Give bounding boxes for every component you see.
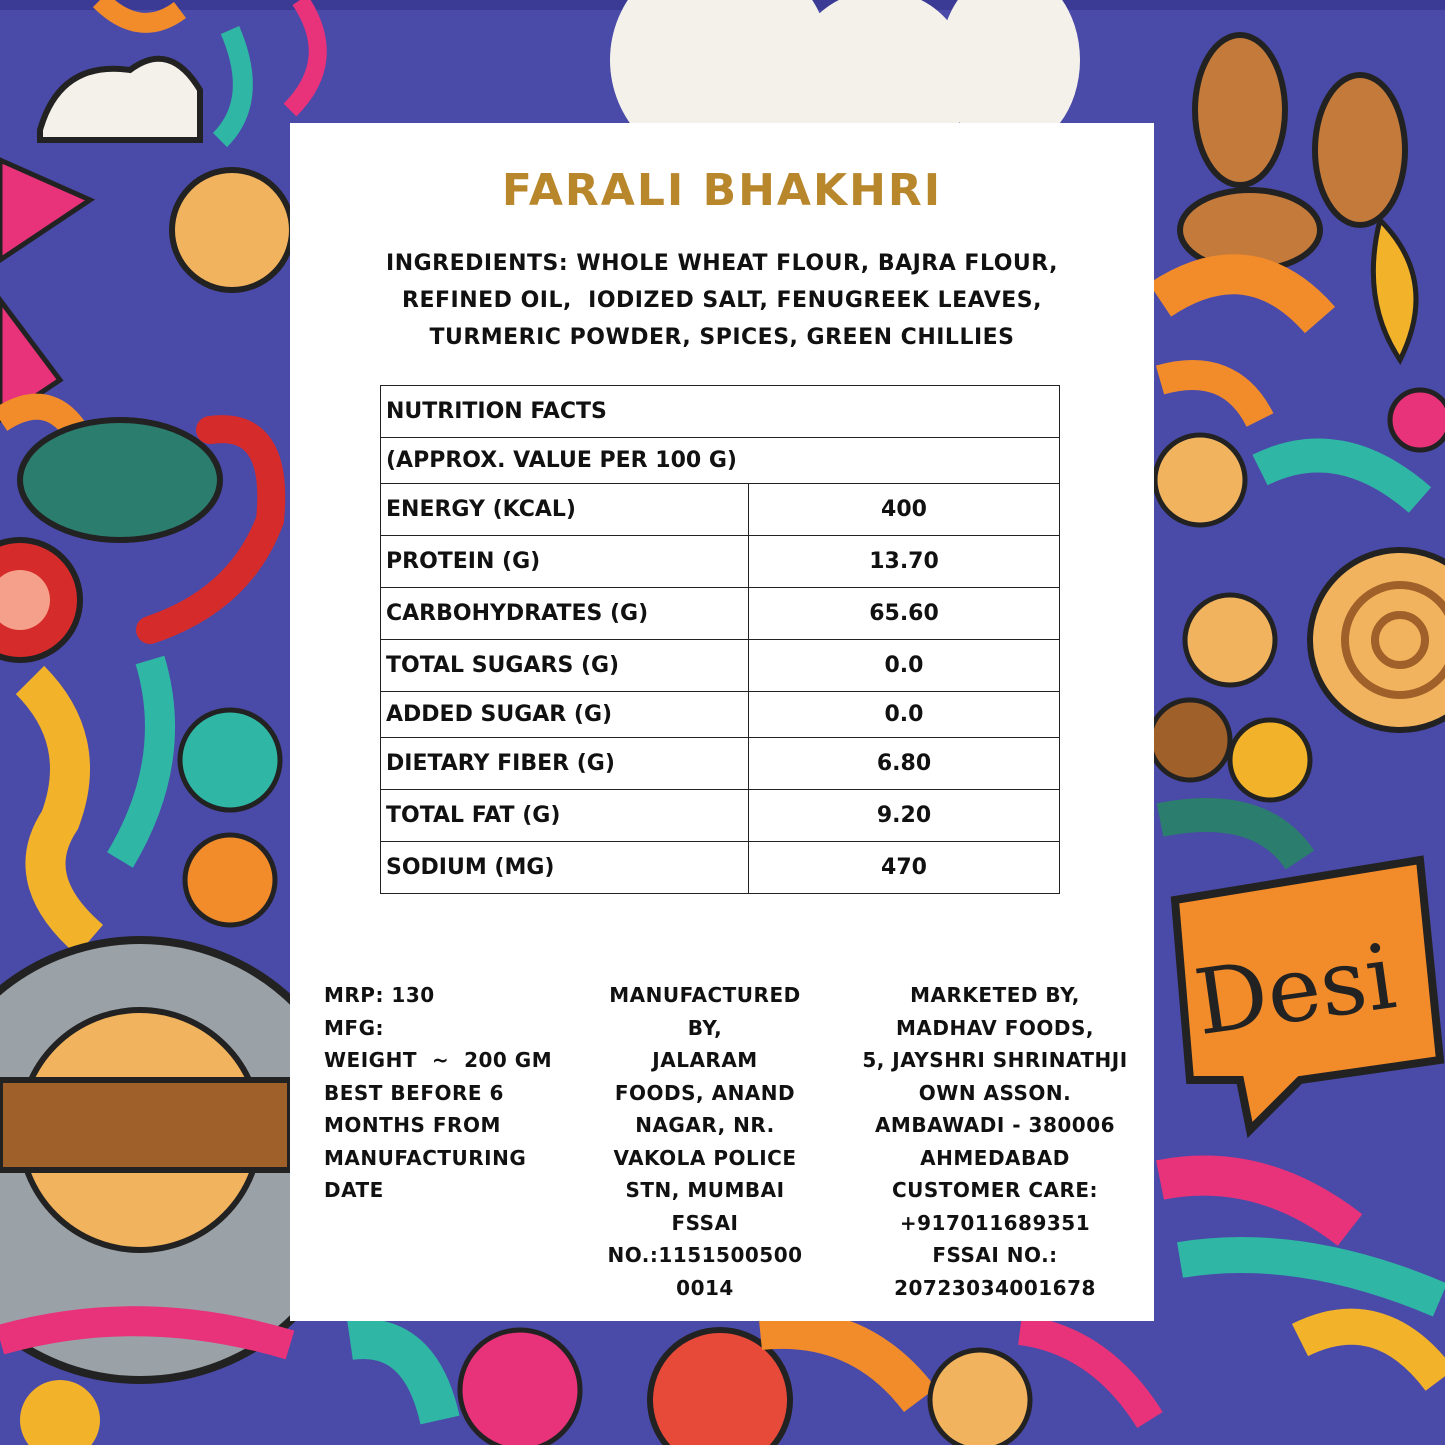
manufacturer-line: 0014 xyxy=(676,1275,734,1300)
nutrient-label: DIETARY FIBER (G) xyxy=(381,738,749,790)
marketer-line: 20723034001678 xyxy=(894,1275,1096,1300)
detail-line: WEIGHT ~ 200 GM xyxy=(324,1048,553,1072)
marketer-line: +917011689351 xyxy=(899,1210,1091,1235)
marketer-line: OWN ASSON. xyxy=(918,1080,1072,1105)
manufacturer-line: FSSAI xyxy=(671,1210,739,1235)
detail-line: MFG: xyxy=(324,1015,384,1040)
marketer-line: CUSTOMER CARE: xyxy=(891,1178,1099,1202)
nutrient-value: 6.80 xyxy=(749,738,1060,790)
detail-line: DATE xyxy=(324,1178,384,1202)
nutrition-facts-table xyxy=(380,385,1060,894)
nutrient-value: 13.70 xyxy=(749,536,1060,588)
marketer-line: FSSAI NO.: xyxy=(932,1243,1058,1267)
manufacturer-line: NO.:1151500500 xyxy=(607,1243,803,1267)
manufacturer-column xyxy=(598,979,812,1304)
detail-line: MONTHS FROM xyxy=(324,1113,501,1137)
nutrition-subheader-row xyxy=(381,438,1060,484)
marketer-line: AMBAWADI - 380006 xyxy=(874,1113,1116,1137)
table-row xyxy=(381,738,1060,790)
nutrient-value: 0.0 xyxy=(749,640,1060,692)
marketer-line: MARKETED BY, xyxy=(910,983,1080,1007)
nutrient-value: 400 xyxy=(749,484,1060,536)
nutrition-subheader: (APPROX. VALUE PER 100 G) xyxy=(381,438,1060,484)
table-row xyxy=(381,588,1060,640)
marketer-line: 5, JAYSHRI SHRINATHJI xyxy=(862,1048,1128,1072)
detail-line: MRP: 130 xyxy=(324,983,435,1007)
marketer-line: MADHAV FOODS, xyxy=(895,1015,1095,1040)
manufacturer-line: FOODS, ANAND xyxy=(614,1080,796,1105)
nutrient-label: TOTAL FAT (G) xyxy=(381,790,749,842)
manufacturer-line: STN, MUMBAI xyxy=(625,1178,785,1202)
detail-line: BEST BEFORE 6 xyxy=(324,1080,504,1105)
nutrient-label: TOTAL SUGARS (G) xyxy=(381,640,749,692)
ingredients-line: INGREDIENTS: WHOLE WHEAT FLOUR, BAJRA FLOUR, xyxy=(386,251,1058,276)
ingredients-text xyxy=(330,245,1114,356)
table-row xyxy=(381,536,1060,588)
manufacturer-line: VAKOLA POLICE xyxy=(613,1145,797,1170)
desi-sign-text: Desi xyxy=(1188,924,1402,1057)
table-row xyxy=(381,842,1060,894)
product-label-card xyxy=(290,123,1154,1321)
marketer-column xyxy=(850,979,1140,1304)
table-row xyxy=(381,692,1060,738)
product-details-column xyxy=(324,979,564,1207)
nutrient-label: CARBOHYDRATES (G) xyxy=(381,588,749,640)
manufacturer-line: BY, xyxy=(687,1015,723,1040)
manufacturer-line: MANUFACTURED xyxy=(609,983,801,1007)
nutrient-label: ENERGY (KCAL) xyxy=(381,484,749,536)
detail-line: MANUFACTURING xyxy=(324,1145,527,1170)
nutrient-value: 9.20 xyxy=(749,790,1060,842)
manufacturer-line: JALARAM xyxy=(652,1048,758,1072)
table-row xyxy=(381,790,1060,842)
nutrient-label: PROTEIN (G) xyxy=(381,536,749,588)
ingredients-line: REFINED OIL, IODIZED SALT, FENUGREEK LEAVES, xyxy=(402,288,1042,313)
nutrition-header: NUTRITION FACTS xyxy=(381,386,1060,438)
nutrient-label: ADDED SUGAR (G) xyxy=(381,692,749,738)
table-row xyxy=(381,640,1060,692)
nutrient-label: SODIUM (MG) xyxy=(381,842,749,894)
table-row xyxy=(381,484,1060,536)
nutrient-value: 470 xyxy=(749,842,1060,894)
nutrient-value: 65.60 xyxy=(749,588,1060,640)
manufacturer-line: NAGAR, NR. xyxy=(635,1113,775,1137)
nutrient-value: 0.0 xyxy=(749,692,1060,738)
nutrition-header-row xyxy=(381,386,1060,438)
marketer-line: AHMEDABAD xyxy=(920,1145,1070,1170)
product-title: FARALI BHAKHRI xyxy=(501,165,943,216)
ingredients-line: TURMERIC POWDER, SPICES, GREEN CHILLIES xyxy=(429,325,1015,350)
